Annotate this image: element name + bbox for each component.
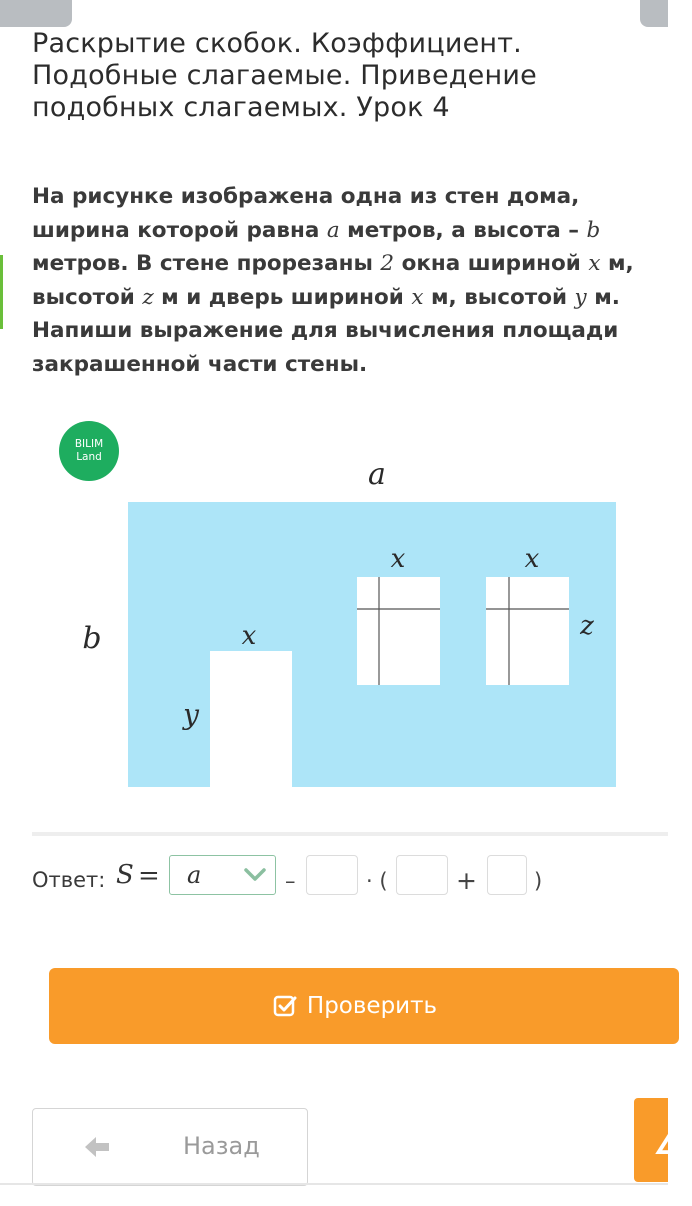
answer-select-value: a (187, 861, 202, 889)
task-text-part: метров, а высота – (339, 217, 587, 243)
math-var: b (586, 217, 601, 243)
task-text-part: высотой (32, 284, 143, 310)
check-button-label: Проверить (306, 993, 438, 1019)
task-line: закрашенной части стены. (32, 351, 368, 377)
answer-input-3[interactable] (487, 855, 527, 895)
bottom-divider (0, 1183, 668, 1185)
answer-input-1[interactable] (306, 855, 358, 895)
lesson-title-line: Подобные слагаемые. Приведение (32, 60, 537, 91)
math-var: x (588, 251, 601, 276)
back-button[interactable] (32, 1108, 308, 1186)
top-tab-left[interactable] (0, 0, 72, 27)
answer-select[interactable] (169, 855, 276, 895)
math-var: z (142, 284, 154, 310)
task-line: Напиши выражение для вычисления площади (32, 318, 619, 343)
close-paren: ) (534, 869, 543, 893)
label-door-width: x (241, 621, 257, 651)
lesson-title-line: подобных слагаемых. Урок 4 (32, 92, 450, 123)
check-button[interactable] (49, 968, 679, 1044)
task-text-part: ширина которой равна (32, 217, 327, 243)
plus-sign: + (456, 866, 477, 895)
label-door-height: y (183, 698, 199, 731)
task-text-part: м. (586, 284, 620, 310)
dot-open-paren: · ( (366, 869, 388, 893)
answer-row (0, 852, 668, 912)
window-2 (486, 577, 569, 685)
task-text-part: метров. В стене прорезаны (32, 251, 381, 276)
task-line: На рисунке изображена одна из стен дома, (32, 184, 580, 209)
door (210, 651, 292, 788)
window-1 (357, 577, 440, 685)
minus-sign: – (285, 869, 296, 893)
answer-label: Ответ: (32, 868, 106, 892)
answer-equals: = (138, 861, 160, 891)
math-var: y (574, 284, 587, 310)
answer-input-2[interactable] (396, 855, 448, 895)
next-button[interactable] (634, 1098, 687, 1182)
label-window-height: z (580, 611, 594, 641)
logo-text: BILIM (74, 438, 104, 450)
math-var: a (326, 217, 340, 243)
chevron-down-icon (243, 867, 267, 883)
answer-variable: S (116, 860, 134, 890)
task-text-part: м, (600, 251, 634, 276)
arrow-left-icon (83, 1135, 111, 1159)
logo-text: Land (76, 451, 102, 463)
answer-divider (32, 832, 668, 836)
top-tab-right[interactable] (640, 0, 668, 27)
lesson-title (32, 28, 652, 124)
back-button-label: Назад (183, 1132, 260, 1160)
task-text-part: м и дверь шириной (153, 284, 412, 310)
checkbox-check-icon (273, 994, 297, 1018)
label-window2-width: x (524, 544, 540, 574)
side-progress-strip (0, 255, 3, 329)
lesson-title-line: Раскрытие скобок. Коэффициент. (32, 28, 522, 59)
label-wall-height: b (82, 621, 102, 656)
label-wall-width: a (368, 457, 386, 492)
task-text-part: окна шириной (394, 251, 589, 276)
task-text (32, 180, 692, 381)
math-var: x (411, 284, 424, 310)
task-text-part: м, высотой (423, 284, 575, 310)
wall-figure (0, 440, 668, 800)
label-window1-width: x (390, 544, 406, 574)
math-var: 2 (380, 251, 395, 276)
next-icon: ∠ (652, 1119, 687, 1163)
